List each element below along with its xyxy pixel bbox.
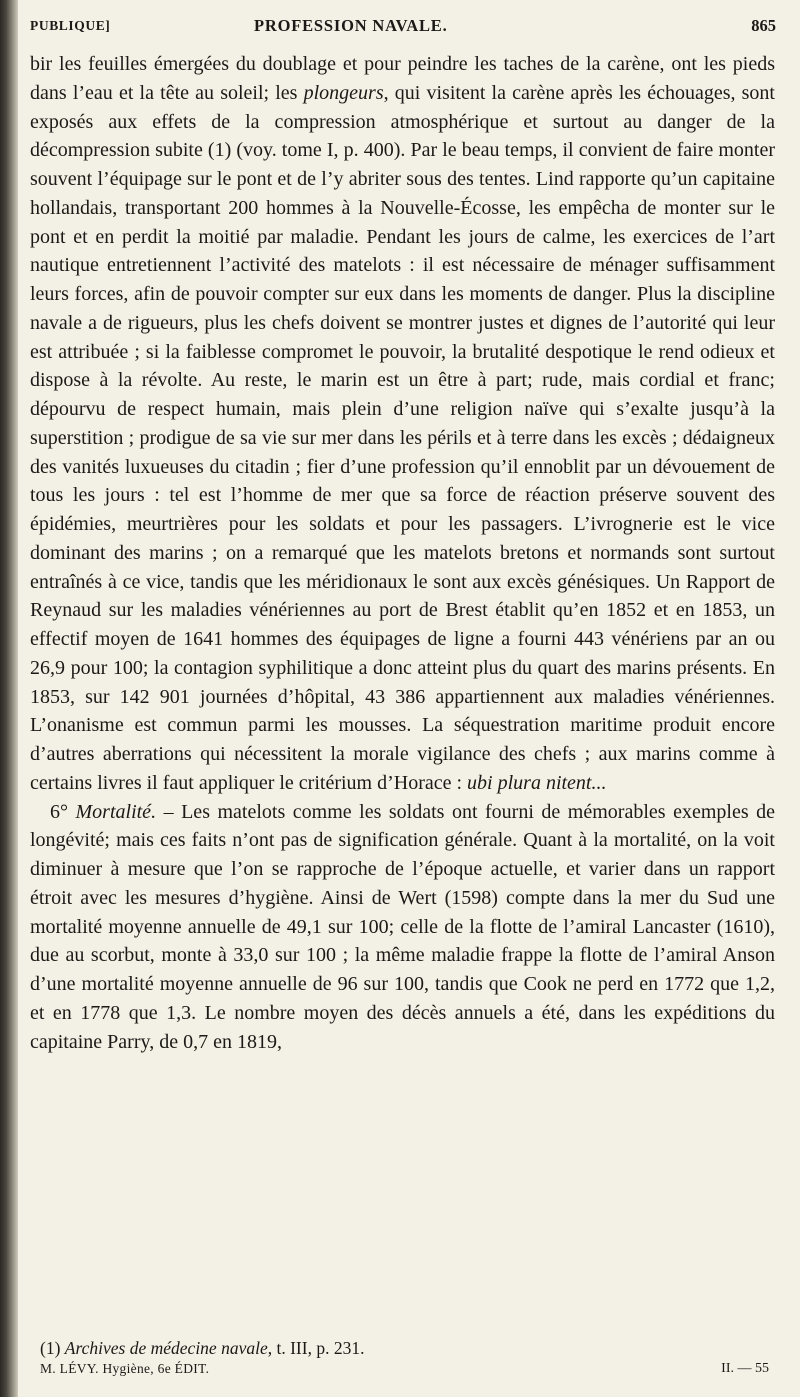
paragraph-2-text: – Les matelots comme les soldats ont fourni de mémorables exemples de longévité; mais ces faits n’ont pas de signification générale. Quant à la mortalité, on la voit diminuer à mesure que l’on se rapproche de l’époque actuelle, et varier dans un rapport étroit avec les mesures d’hygiène. Ainsi de Wert (1598) compte dans la mer du Sud une mortalité moyenne annuelle de 49,1 sur 100; celle de la flotte de l’amiral Lancaster (1610), due au scorbut, monte à 33,0 sur 100 ; la même maladie frappe la flotte de l’amiral Anson d’une mortalité moyenne annuelle de 96 sur 100, tandis que Cook ne perd en 1772 que 1,2, et en 1778 que 1,3. Le nombre moyen des décès annuels a été, dans les expéditions du capitaine Parry, de 0,7 en 1819, xyxy=(30,800,775,1053)
section-heading: Mortalité. xyxy=(75,800,157,823)
book-binding-edge xyxy=(0,0,18,1397)
section-number: 6° xyxy=(50,800,76,823)
running-head-left: PUBLIQUE] xyxy=(30,18,111,33)
paragraph-1 xyxy=(30,50,775,798)
footnote-source-title: Archives de médecine navale xyxy=(64,1338,268,1358)
paragraph-1-latin-quote: ubi plura nitent... xyxy=(467,771,607,794)
footnote xyxy=(30,1336,775,1360)
footnote-reference: , t. III, p. 231. xyxy=(267,1338,365,1358)
running-head xyxy=(30,14,782,42)
footnote-line xyxy=(30,1336,775,1360)
paragraph-1-part-a: bir les feuilles émergées du doublage et pour peindre les taches de la carène, ont les pieds dans l’eau et la tête au soleil; les xyxy=(30,53,775,104)
imprint-line xyxy=(30,1361,775,1383)
footnote-marker: (1) xyxy=(40,1338,65,1358)
imprint-left: M. LÉVY. Hygiène, 6e ÉDIT. xyxy=(40,1361,210,1376)
book-page xyxy=(30,0,782,1397)
page-number: 865 xyxy=(751,16,776,35)
paragraph-1-italic-term: plongeurs xyxy=(303,81,384,104)
running-head-title: PROFESSION NAVALE. xyxy=(254,16,448,35)
signature-mark: II. — 55 xyxy=(721,1361,769,1376)
paragraph-2 xyxy=(30,798,775,1057)
paragraph-1-part-b: , qui visitent la carène après les échouages, sont exposés aux effets de la compression atmosphérique et surtout au danger de la décompression subite (1) (voy. tome I, p. 400). Par le beau temps, il convient de faire monter souvent l’équipage sur le pont et de l’y abriter sous des tentes. Lind rapporte qu’un capitaine hollandais, transportant 200 hommes à la Nouvelle-Écosse, les empêcha de monter sur le pont et en perdit la moitié par maladie. Pendant les jours de calme, les exercices de l’art nautique entretiennent l’activité des matelots : il est nécessaire de ménager suffisamment leurs forces, afin de pouvoir compter sur eux dans les moments de danger. Plus la discipline navale a de rigueurs, plus les chefs doivent se montrer justes et dignes de l’autorité qui leur est attribuée ; si la faiblesse compromet le pouvoir, la brutalité despotique le rend odieux et dispose à la révolte. Au reste, le marin est un être à part; rude, mais cordial et franc; dépourvu de respect humain, mais plein d’une religion naïve qui s’exalte jusqu’à la superstition ; prodigue de sa vie sur mer dans les périls et à terre dans les excès ; dédaigneux des vanités luxueuses du citadin ; fier d’une profession qu’il ennoblit par un dévouement de tous les jours : tel est l’homme de mer que sa force de réaction préserve souvent des épidémies, meurtrières pour les soldats et pour les passagers. L’ivrognerie est le vice dominant des marins ; on a remarqué que les matelots bretons et normands sont surtout entraînés à ce vice, tandis que les méridionaux le sont aux excès génésiques. Un Rapport de Reynaud sur les maladies vénériennes au port de Brest établit qu’en 1852 et en 1853, un effectif moyen de 1641 hommes des équipages de ligne a fourni 443 vénériens par an ou 26,9 pour 100; la contagion syphilitique a donc atteint plus du quart des marins présents. En 1853, sur 142 901 journées d’hôpital, 43 386 appartiennent aux maladies vénériennes. L’onanisme est commun parmi les mousses. La séquestration maritime produit encore d’autres aberrations qui nécessitent la morale vigilance des chefs ; aux marins comme à certains livres il faut appliquer le critérium d’Horace : xyxy=(30,81,775,794)
body-text xyxy=(30,50,775,1056)
